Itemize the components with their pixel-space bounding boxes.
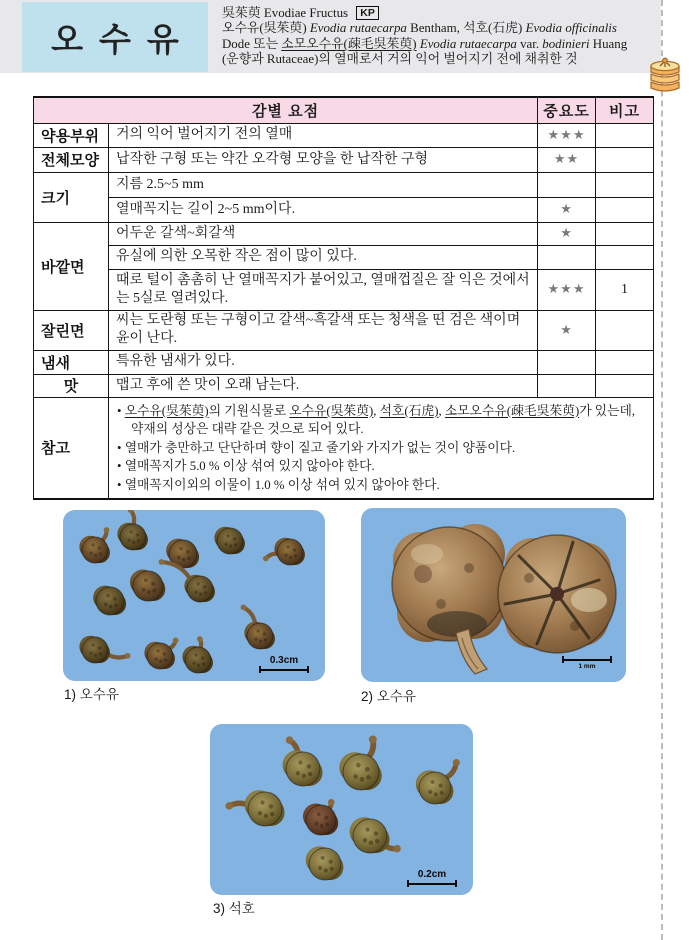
importance-stars: ★ <box>538 310 596 350</box>
row-label: 크기 <box>34 172 109 222</box>
table-header-row <box>34 97 654 123</box>
page-title: 오수유 <box>51 20 195 58</box>
row-label: 참고 <box>34 397 109 499</box>
table-row: 맛 맵고 후에 쓴 맛이 오래 남는다. <box>34 374 654 397</box>
kp-badge: KP <box>356 6 379 20</box>
photo-evodia-fruits-scattered <box>63 510 325 681</box>
row-label: 약용부위 <box>34 123 109 147</box>
drug-name-line <box>222 6 660 21</box>
note-item: • 열매꼭지가 5.0 % 이상 섞여 있지 않아야 한다. <box>117 459 375 474</box>
row-label: 맛 <box>34 374 109 397</box>
col-key-points: 감별 요점 <box>34 97 538 123</box>
scale-bar: 0.3cm <box>259 655 309 673</box>
latin-name: Evodiae Fructus <box>263 6 349 20</box>
scale-bar: 0.2cm <box>407 869 457 887</box>
figure-caption: 3) 석호 <box>213 901 255 916</box>
scale-bar: 1 mm <box>562 656 612 670</box>
col-remark: 비고 <box>596 97 654 123</box>
note-item: • 열매가 충만하고 단단하며 향이 짙고 줄기와 가지가 없는 것이 양품이다. <box>117 440 516 455</box>
row-label: 냄새 <box>34 350 109 374</box>
notes-cell <box>109 397 654 499</box>
table-row: 때로 털이 촘촘히 난 열매꼭지가 붙어있고, 열매껍질은 잘 익은 것에서는 5실로 열려있다. ★★★ 1 <box>34 269 654 310</box>
importance-stars: ★ <box>538 222 596 245</box>
table-row: 유실에 의한 오목한 작은 점이 많이 있다. <box>34 245 654 269</box>
importance-stars: ★★★ <box>538 269 596 310</box>
origin-line-1: 오수유(吳茱萸) Evodia rutaecarpa Bentham, 석호(石虎) Evodia officinalis <box>222 21 617 36</box>
table-row: 전체모양 납작한 구형 또는 약간 오각형 모양을 한 납작한 구형 ★★ <box>34 147 654 172</box>
table-row: 냄새 특유한 냄새가 있다. <box>34 350 654 374</box>
table-row: 약용부위 거의 익어 벌어지기 전의 열매 ★★★ <box>34 123 654 147</box>
page-fold-dashed-line <box>661 0 663 940</box>
right-fruit <box>498 535 616 653</box>
figure-caption: 1) 오수유 <box>64 687 119 702</box>
remark-value: 1 <box>596 269 654 310</box>
identification-table <box>33 96 654 500</box>
table-row: 잘린면 씨는 도란형 또는 구형이고 갈색~흑갈색 또는 청색을 띤 검은 색이며 윤이 난다. ★ <box>34 310 654 350</box>
origin-line-3: (운향과 Rutaceae)의 열매로서 거의 익어 벌어지기 전에 채취한 것 <box>222 52 578 67</box>
note-item: • 오수유(吳茱萸)의 기원식물로 오수유(吳茱萸), 석호(石虎), 소모오수유(疎毛吳茱萸)가 있는데, 약재의 성상은 대략 같은 것으로 되어 있다. <box>117 403 636 437</box>
drug-description <box>222 6 660 68</box>
importance-stars: ★★ <box>538 147 596 172</box>
table-row: 열매꼭지는 길이 2~5 mm이다. ★ <box>34 197 654 222</box>
importance-stars: ★★★ <box>538 123 596 147</box>
table-row-notes <box>34 397 654 499</box>
left-fruit <box>392 524 506 674</box>
col-importance: 중요도 <box>538 97 596 123</box>
origin-line-2: Dode 또는 소모오수유(疎毛吳茱萸) Evodia rutaecarpa var. bodinieri Huang <box>222 36 628 51</box>
photo-evodia-fruit-closeup <box>361 508 626 682</box>
table-row: 크기 지름 2.5~5 mm <box>34 172 654 197</box>
row-label: 전체모양 <box>34 147 109 172</box>
pancake-stack-icon <box>645 52 685 103</box>
table-row: 바깥면 어두운 갈색~회갈색 ★ <box>34 222 654 245</box>
hanja-name: 吳茱萸 <box>222 6 261 20</box>
importance-stars: ★ <box>538 197 596 222</box>
row-label: 잘린면 <box>34 310 109 350</box>
figure-caption: 2) 오수유 <box>361 689 416 704</box>
row-label: 바깥면 <box>34 222 109 310</box>
photo-seokho-fruits <box>210 724 473 895</box>
note-item: • 열매꼭지이외의 이물이 1.0 % 이상 섞여 있지 않아야 한다. <box>117 477 440 492</box>
title-box <box>22 2 208 72</box>
